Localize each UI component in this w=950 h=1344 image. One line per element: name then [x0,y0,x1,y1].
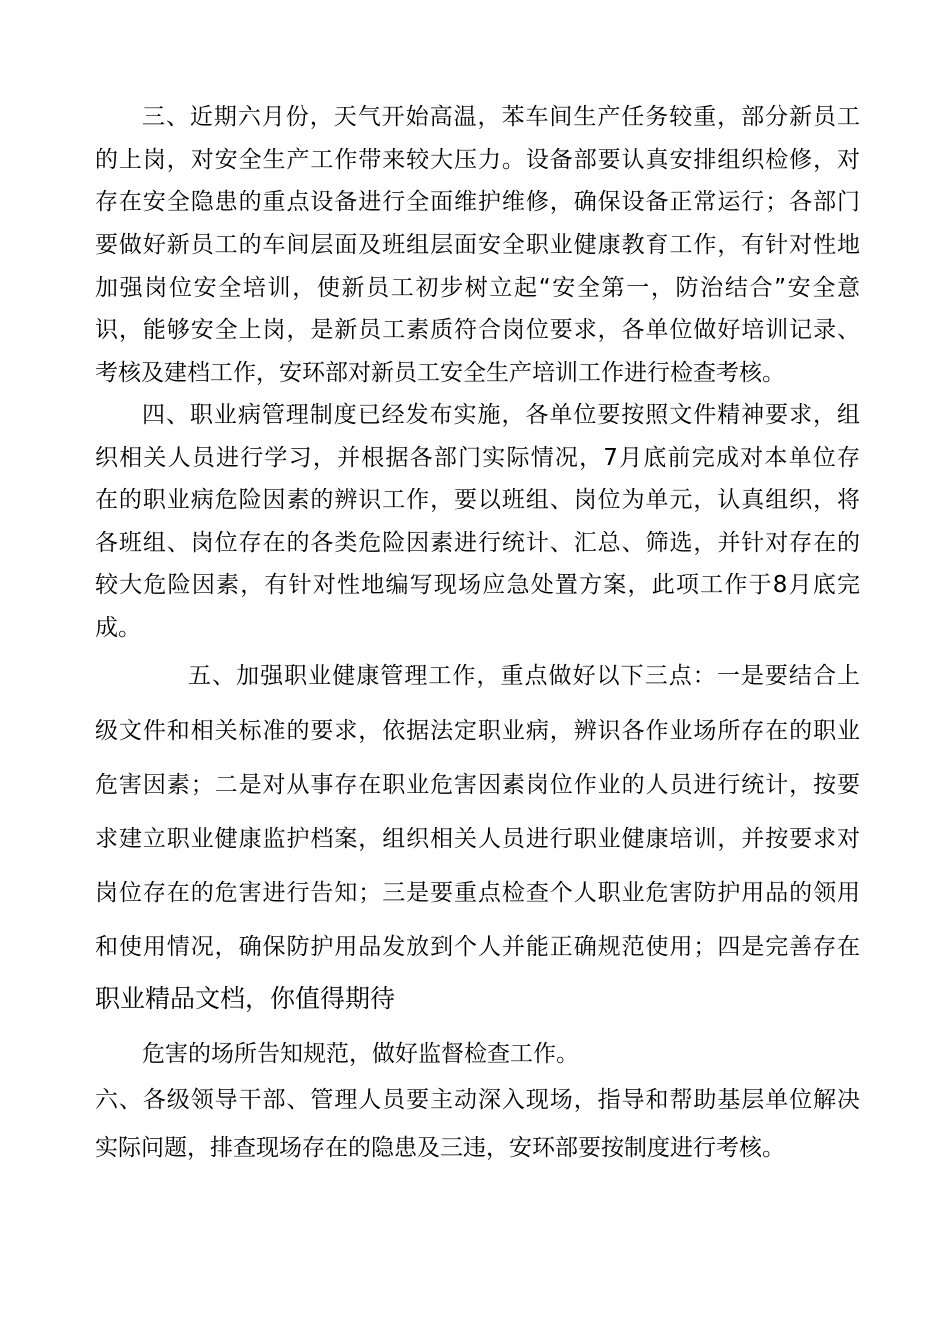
paragraph-6-line-1: 六、各级领导干部、管理人员要主动深入现场，指导和帮助基层单位解决 [95,1087,860,1113]
paragraph-4-line-1: 四、职业病管理制度已经发布实施，各单位要按照文件精神要求，组 [142,402,860,428]
paragraph-4-line-5: 较大危险因素，有针对性地编写现场应急处置方案，此项工作于8月底完 [95,572,860,598]
paragraph-3-line-4: 要做好新员工的车间层面及班组层面安全职业健康教育工作，有针对性地 [95,232,860,258]
promo-line: 职业精品文档，你值得期待 [95,984,396,1013]
paragraph-4-line-4: 各班组、岗位存在的各类危险因素进行统计、汇总、筛选，并针对存在的 [95,530,860,556]
paragraph-3-line-6: 识，能够安全上岗，是新员工素质符合岗位要求，各单位做好培训记录、 [95,317,860,343]
paragraph-4-line-2: 织相关人员进行学习，并根据各部门实际情况，7月底前完成对本单位存 [95,445,860,471]
continuation-line: 危害的场所告知规范，做好监督检查工作。 [142,1041,579,1067]
paragraph-5-line-1: 五、加强职业健康管理工作，重点做好以下三点：一是要结合上 [188,663,860,689]
paragraph-5-line-5: 岗位存在的危害进行告知；三是要重点检查个人职业危害防护用品的领用 [95,880,860,906]
paragraph-3-line-1: 三、近期六月份，天气开始高温，苯车间生产任务较重，部分新员工 [142,104,860,130]
paragraph-4-line-3: 在的职业病危险因素的辨识工作，要以班组、岗位为单元，认真组织，将 [95,487,860,513]
paragraph-5-line-6: 和使用情况，确保防护用品发放到个人并能正确规范使用；四是完善存在 [95,934,860,960]
paragraph-3-line-7: 考核及建档工作，安环部对新员工安全生产培训工作进行检查考核。 [95,360,785,386]
paragraph-5-line-4: 求建立职业健康监护档案，组织相关人员进行职业健康培训，并按要求对 [95,826,860,852]
paragraph-3-line-2: 的上岗，对安全生产工作带来较大压力。设备部要认真安排组织检修，对 [95,147,860,173]
paragraph-5-line-3: 危害因素；二是对从事存在职业危害因素岗位作业的人员进行统计，按要 [95,772,860,798]
paragraph-3-line-5: 加强岗位安全培训，使新员工初步树立起“安全第一，防治结合”安全意 [95,275,860,301]
paragraph-3-line-3: 存在安全隐患的重点设备进行全面维护维修，确保设备正常运行；各部门 [95,189,860,215]
paragraph-4-line-6: 成。 [95,615,141,641]
paragraph-5-line-2: 级文件和相关标准的要求，依据法定职业病，辨识各作业场所存在的职业 [95,718,860,744]
paragraph-6-line-2: 实际问题，排查现场存在的隐患及三违，安环部要按制度进行考核。 [95,1135,785,1161]
